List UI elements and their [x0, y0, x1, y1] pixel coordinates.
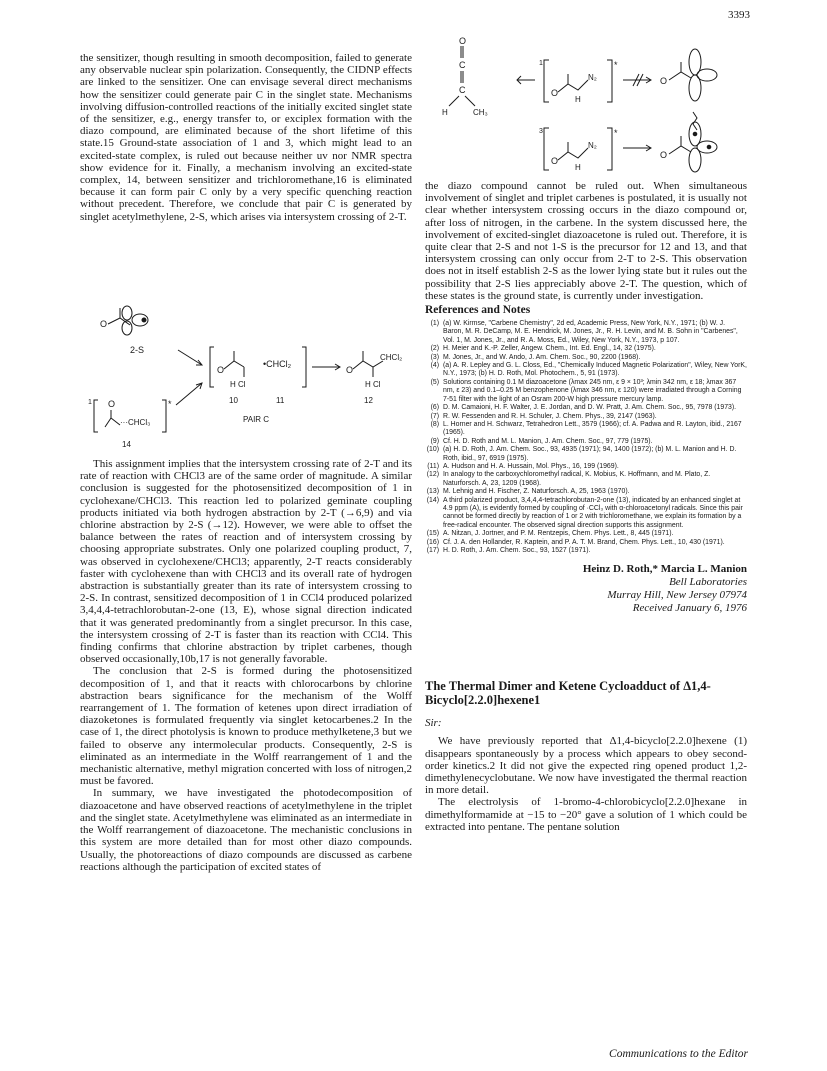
references-heading: References and Notes: [425, 304, 531, 317]
left-paragraph-2: This assignment implies that the intersystem crossing rate of 2-T and its rate of reaction with CHCl3 are of the same order of magnitude. A similar conclusion is suggested for the photosensitized decomposition of 1 in cyclohexane/CHCl3. This reaction led to polarized geminate coupling products initiated via both hydrogen abstraction by 2-T (→6,9) and via chlorine abstraction by 2-S (→12). However, we were able to offset the balance between the rates of reaction and of intersystem crossing by choosing appropriate substrates. Only one polarized coupling product, 7, was observed in cyclohexene/CHCl3; apparently, 2-T reacts considerably faster with cyclohexene than with CHCl3 and its overall rate of hydrogen abstraction is substantially greater than its rate of intersystem crossing to 2-S. In contrast, sensitized decomposition of 1 in CCl4 produced polarized 3,4,4,4-tetrachlorobutan-2-one (13, E), whose signal direction indicated that it was generated predominantly from a singlet precursor. In this case, the intersystem crossing of 2-T is faster than its reaction with CCl4. This finding confirms that chlorine abstraction by triplet carbenes, though observed occasionally,10b,17 is not generally favorable.: [80, 458, 412, 666]
reference-item: [425, 345, 747, 353]
scheme-pair-c-label: PAIR C: [243, 415, 270, 424]
references-list: [425, 320, 747, 555]
reference-text: (a) H. D. Roth, J. Am. Chem. Soc., 93, 4935 (1971); 94, 1400 (1972); (b) M. L. Manion and H. D. Roth, ibid., 97, 6919 (1975).: [443, 446, 737, 462]
reference-number: (8): [430, 420, 439, 428]
compound-number-14: 14: [122, 440, 131, 449]
journal-section-footer: Communications to the Editor: [609, 1048, 748, 1060]
right-column: [425, 180, 747, 833]
scheme-r-c-mid: C: [459, 85, 466, 95]
scheme-r-o-top: O: [459, 36, 467, 46]
reference-number: (1): [430, 320, 439, 328]
salutation: Sir:: [425, 717, 442, 730]
reference-number: (4): [430, 362, 439, 370]
reference-item: [425, 379, 747, 404]
reference-item: [425, 438, 747, 446]
article2-paragraph-2: The electrolysis of 1-bromo-4-chlorobicyclo[2.2.0]hexane in dimethylformamide at −15 to −20° gave a solution of 1 which could be extracted into pentane. The pentane solution: [425, 796, 747, 833]
reference-text: H. Meier and K.-P. Zeller, Angew. Chem., Int. Ed. Engl., 14, 32 (1975).: [443, 345, 656, 353]
reference-text: Cf. J. A. den Hollander, R. Kaptein, and P. A. T. M. Brand, Chem. Phys. Lett., 10, 430 (1971).: [443, 538, 725, 546]
scheme-hcl-a: H Cl: [230, 380, 246, 389]
reference-text: M. Lehnig and H. Fischer, Z. Naturforsch. A, 25, 1963 (1970).: [443, 488, 630, 496]
reference-number: (6): [430, 404, 439, 412]
reference-number: (16): [426, 538, 439, 546]
scheme-r-h2: H: [575, 163, 581, 172]
reference-item: [425, 446, 747, 463]
reference-text: (a) A. R. Lepley and G. L. Closs, Ed., "Chemically Induced Magnetic Polarization", Wiley, New YorK, N.Y., 1973; (b) H. D. Roth, Mol. Photochem., 5, 91 (1973).: [443, 362, 747, 378]
scheme-r-c-top: C: [459, 60, 466, 70]
signature-block: [425, 563, 747, 615]
reference-item: [425, 354, 747, 362]
reference-item: [425, 362, 747, 379]
reference-text: Cf. H. D. Roth and M. L. Manion, J. Am. Chem. Soc., 97, 779 (1975).: [443, 437, 653, 445]
compound-number-10: 10: [229, 396, 238, 405]
scheme-hcl-b: H Cl: [365, 380, 381, 389]
reference-number: (13): [426, 488, 439, 496]
reference-number: (14): [426, 496, 439, 504]
scheme-o-complex: O: [108, 399, 116, 409]
scheme-r-o3: O: [660, 76, 668, 86]
compound-number-11: 11: [276, 396, 285, 405]
article2-paragraph-1: We have previously reported that Δ1,4-bicyclo[2.2.0]hexene (1) disappears spontaneously by a process which appears to obey second-order kinetics.2 It did not give the expected ring opened product 1,2-dimethylenecyclobutane. We now have investigated the thermal reaction in more detail.: [425, 735, 747, 797]
scheme-r-h-left: H: [442, 108, 448, 117]
reference-text: (a) W. Kirmse, "Carbene Chemistry", 2d ed, Academic Press, New York, N.Y., 1971; (b) W. J. Baron, M. R. DeCamp, M. E. Hendrick, M. Jones, Jr., R. H. Levin, and M. B. Sohn in "Carbenes", Vol. 1, M. Jones, Jr., and R. A. Moss, Ed., Wiley, New York, N.Y., 1973, p 107.: [443, 320, 738, 344]
scheme-label-2s: 2-S: [130, 345, 145, 355]
reference-item: [425, 421, 747, 438]
reference-item: [425, 471, 747, 488]
scheme-r-star1: *: [614, 60, 618, 70]
scheme-r-o1: O: [551, 88, 559, 98]
reference-item: [425, 547, 747, 555]
left-paragraph-1: the sensitizer, though resulting in smooth decomposition, failed to generate any observable nuclear spin polarization. Consequently, the CIDNP effects are linked to the sensitizer. One can envisage several direct mechanisms how the sensitizer could generate pair C in the singlet state. Mechanisms involving diffusion-controlled reactions of the initially excited singlet state of the sensitizer, e.g., energy transfer to, or exciplex formation with the diazo compound, are eliminated because of the short lifetime of this state.15 Ground-state association of 1 and 3, which might lead to an excited-state complex, is ruled out because neither uv nor NMR spectra show evidence for it. Finally, a mechanism involving an excited-state complex, 14, between sensitizer and trichloromethane,16 is eliminated because it can form pair C only by a very specific quenching reaction without precedent. Therefore, we conclude that pair C is generated by singlet acetylmethylene, 2-S, which arises via intersystem crossing of 2-T.: [80, 52, 412, 223]
scheme-r-sup1: 1: [539, 60, 543, 67]
scheme-r-n2-1: N₂: [588, 73, 597, 82]
reference-item: [425, 488, 747, 496]
reference-text: A. Hudson and H. A. Hussain, Mol. Phys., 16, 199 (1969).: [443, 462, 619, 470]
reference-number: (2): [430, 345, 439, 353]
reference-number: (11): [427, 462, 439, 470]
reference-text: A third polarized product, 3,4,4,4-tetrachlorobutan-2-one (13), indicated by an enhanced singlet at 4.9 ppm (A), is evidently formed by coupling of ·CCl₃ with α-chloroacetonyl radicals. Since this pair cannot be formed directly by reaction of 1 or 2 with trichloromethane, we explain its formation by a free-radical encounter. The observed signal direction supports this assignment.: [443, 496, 743, 529]
reference-text: R. W. Fessenden and R. H. Schuler, J. Chem. Phys., 39, 2147 (1963).: [443, 412, 657, 420]
reference-item: [425, 463, 747, 471]
scheme-diazo-carbene: [425, 30, 747, 180]
scheme-r-h1: H: [575, 95, 581, 104]
scheme-o-c: O: [346, 365, 354, 375]
right-paragraph-1: the diazo compound cannot be ruled out. When simultaneous involvement of singlet and triplet carbenes is postulated, it is usually not clear whether intersystem crossing occurs in the diazo compound or, after loss of nitrogen, in the carbene. In the system discussed here, the involvement of excited-singlet diazoacetone is ruled out. Therefore, it is quite clear that 2-S and not 1-S is the precursor for 12 and 13, and that intersystem crossing can only occur from 2-T to 2-S. This observation does not in itself establish 2-S as the lower lying state but it rules out the possibility that 2-S lies appreciably above 2-T. The question, which of these states is the ground state, is currently under investigation.: [425, 180, 747, 302]
reference-item: [425, 404, 747, 412]
reference-number: (9): [430, 437, 439, 445]
reference-item: [425, 320, 747, 345]
author-organization: Bell Laboratories: [669, 576, 747, 589]
author-address: Murray Hill, New Jersey 07974: [607, 589, 747, 602]
reference-text: L. Horner and H. Schwarz, Tetrahedron Lett., 3579 (1966); cf. A. Padwa and R. Layton, ibid., 2167 (1965).: [443, 420, 742, 437]
compound-number-12: 12: [364, 396, 373, 405]
scheme-r-o2: O: [551, 156, 559, 166]
reference-number: (5): [430, 378, 439, 386]
reference-item: [425, 530, 747, 538]
author-names: Heinz D. Roth,* Marcia L. Manion: [582, 563, 747, 576]
reference-item: [425, 413, 747, 421]
article2-title: The Thermal Dimer and Ketene Cycloadduct of Δ1,4-Bicyclo[2.2.0]hexene1: [425, 679, 711, 708]
reference-text: D. M. Camaioni, H. F. Walter, J. E. Jordan, and D. W. Pratt, J. Am. Chem. Soc., 95, 7978 (1973).: [443, 404, 737, 412]
reference-item: [425, 497, 747, 531]
reference-number: (3): [430, 353, 439, 361]
reference-number: (10): [426, 446, 439, 454]
scheme-chcl2-radical: •CHCl₂: [263, 359, 292, 369]
left-paragraph-4: In summary, we have investigated the photodecomposition of diazoacetone and have observed reactions of acetylmethylene in the triplet and the singlet state. Acetylmethylene was eliminated as an intermediate in the Wolff rearrangement of diazoacetone. The mechanistic conclusions in this system are more detailed than for most other diazo compounds. Usually, the photoreactions of diazo compounds are discussed as carbene reactions although the participation of excited states of: [80, 787, 412, 873]
scheme-sup-1: 1: [88, 399, 92, 406]
scheme-r-o4: O: [660, 150, 668, 160]
reference-item: [425, 539, 747, 547]
reference-text: In analogy to the carboxychloromethyl radical, K. Mobius, K. Hoffmann, and M. Plato, Z. Naturforsch. A, 23, 1209 (1968).: [443, 471, 711, 487]
left-column-lower: [80, 458, 412, 873]
reference-number: (15): [426, 530, 439, 538]
scheme-pair-c: [80, 305, 412, 460]
received-date: Received January 6, 1976: [632, 602, 747, 615]
scheme-r-sup3: 3: [539, 128, 543, 135]
reference-number: (17): [426, 547, 439, 554]
reference-number: (7): [430, 412, 439, 420]
scheme-r-n2-2: N₂: [588, 141, 597, 150]
left-column: [80, 52, 412, 223]
scheme-o-a: O: [100, 319, 108, 329]
reference-number: (12): [426, 471, 439, 479]
scheme-r-ch3: CH₃: [473, 108, 488, 117]
reference-text: H. D. Roth, J. Am. Chem. Soc., 93, 1527 (1971).: [443, 547, 591, 554]
reference-text: A. Nitzan, J. Jortner, and P. M. Rentzepis, Chem. Phys. Lett., 8, 445 (1971).: [443, 530, 674, 538]
scheme-chcl3: ···CHCl₃: [120, 418, 151, 427]
scheme-star: *: [168, 399, 172, 409]
reference-text: Solutions containing 0.1 M diazoacetone (λmax 245 nm, ε 9 × 10³; λmin 342 nm, ε 18; λmax 367 nm, ε 23) and 0.1–0.25 M benzophenone (λmax 346 nm, ε 120) were irradiated through a Corning 7-51 filter with the light of an Osram 200-W high pressure mercury lamp.: [443, 378, 742, 403]
scheme-o-b: O: [217, 365, 225, 375]
reference-text: M. Jones, Jr., and W. Ando, J. Am. Chem. Soc., 90, 2200 (1968).: [443, 353, 641, 361]
scheme-r-star2: *: [614, 128, 618, 138]
left-paragraph-3: The conclusion that 2-S is formed during the photosensitized decomposition of 1, and that it reacts with chlorocarbons by chlorine abstraction bears significance for the mechanism of the Wolff rearrangement of 1. The formation of ketenes upon direct irradiation of diazoketones is formulated frequently via singlet ketocarbenes.2 In the case of 1, the direct photolysis is known to produce methylketene,3 but we failed to observe any intermolecular products. Consequently, 2-S is eliminated as an intermediate in the Wolff rearrangement of 1 and the mechanistic alternative, methyl migration concerted with loss of nitrogen,2 must be favored.: [80, 665, 412, 788]
page-number: 3393: [728, 9, 750, 21]
scheme-chcl2: CHCl₂: [380, 353, 403, 362]
